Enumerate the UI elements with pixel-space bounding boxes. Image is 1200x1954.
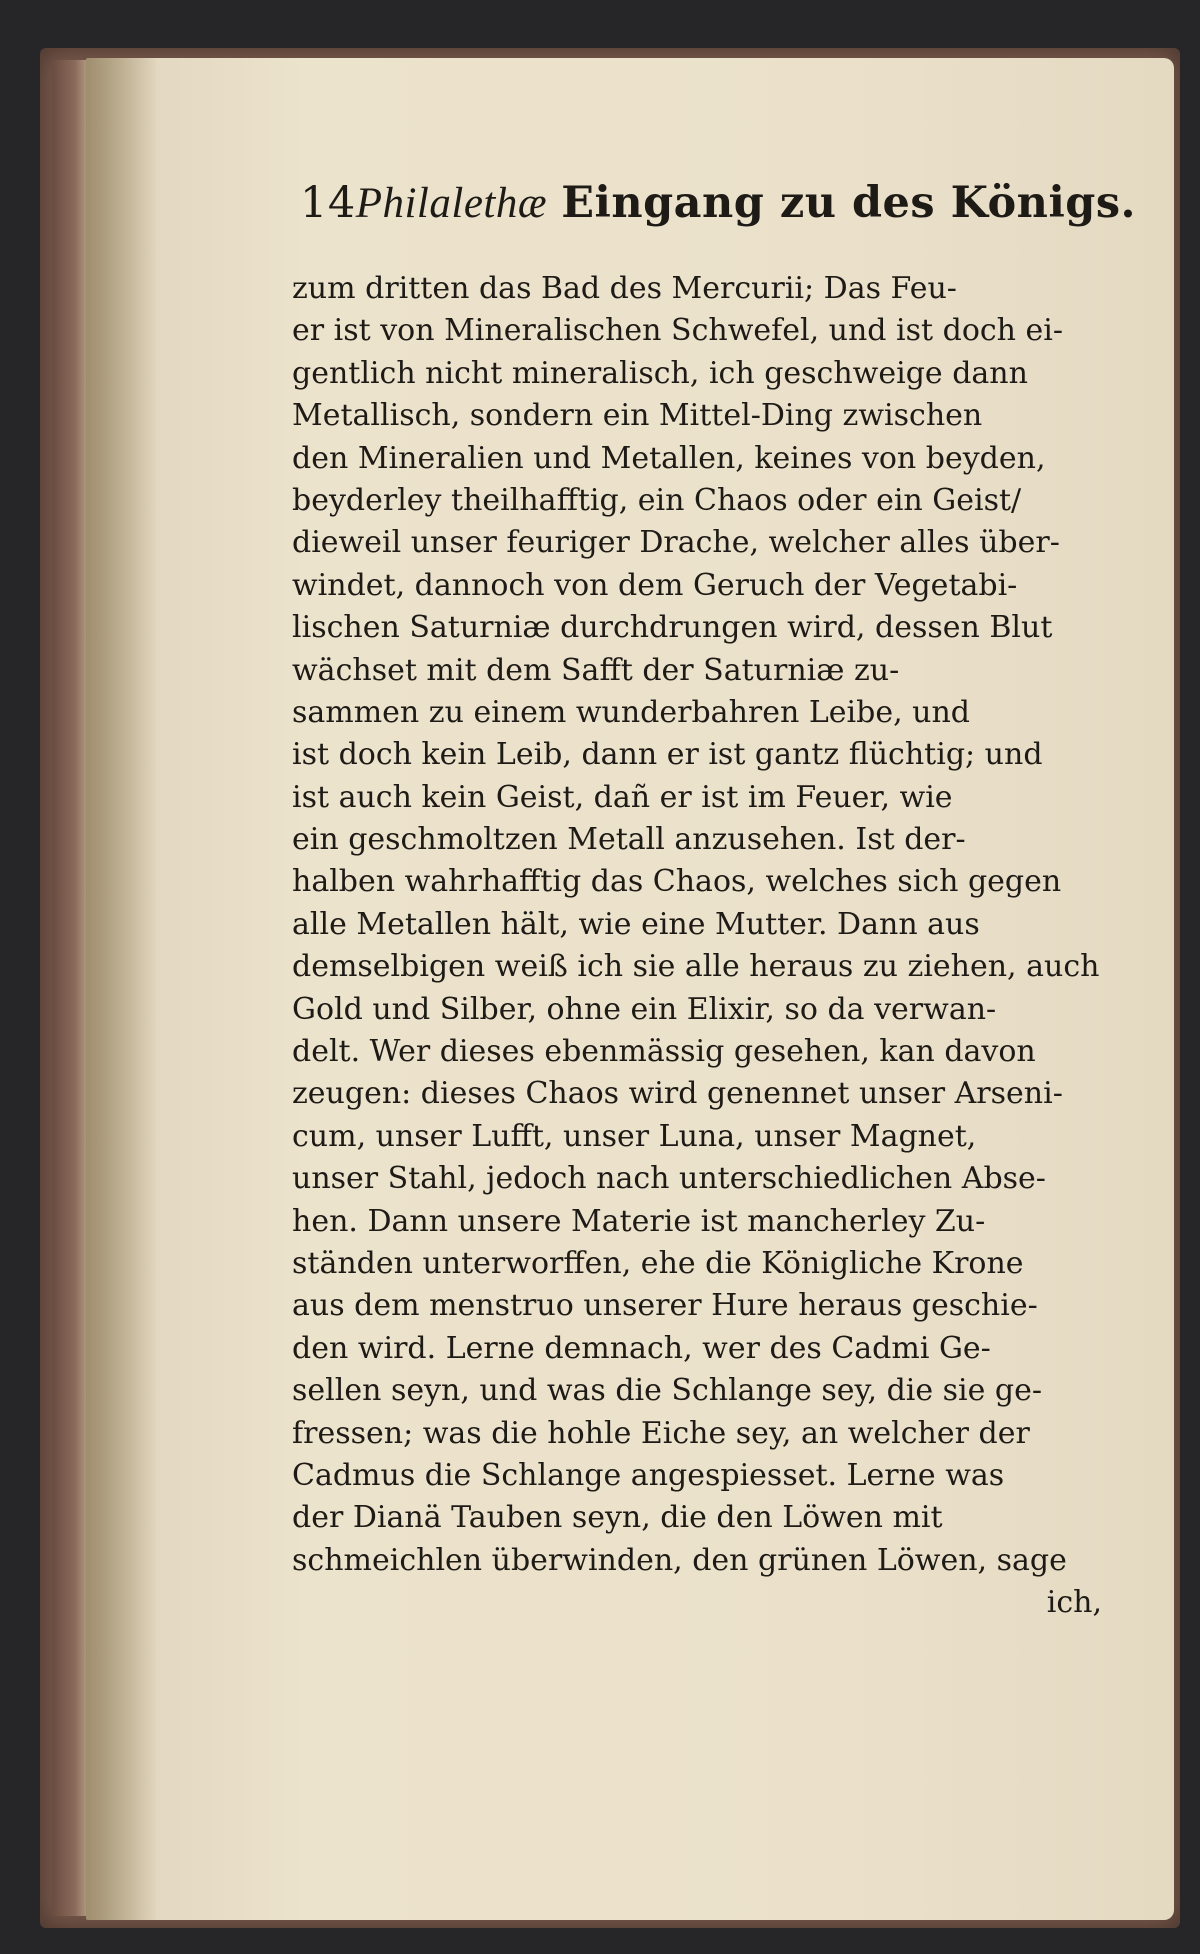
text-line: ist auch kein Geist, dañ er ist im Feuer, wie — [292, 779, 953, 815]
text-line: Cadmus die Schlange angespiesset. Lerne was — [292, 1457, 1005, 1493]
text-line: zum dritten das Bad des Mercurii; Das Feu- — [292, 271, 957, 306]
page-number: 14 — [300, 178, 356, 228]
text-line: cum, unser Lufft, unser Luna, unser Magnet, — [292, 1118, 977, 1154]
text-line: ständen unterworffen, ehe die Königliche Krone — [292, 1245, 1024, 1281]
text-line: ein geschmoltzen Metall anzusehen. Ist der- — [292, 822, 966, 858]
text-line: Gold und Silber, ohne ein Elixir, so da verwan- — [292, 991, 997, 1027]
text-line: demselbigen weiß ich sie alle heraus zu ziehen, auch — [292, 949, 1100, 985]
text-line: sammen zu einem wunderbahren Leibe, und — [292, 694, 970, 730]
text-line: den Mineralien und Metallen, keines von beyden, — [292, 440, 1046, 476]
text-line: der Dianä Tauben seyn, die den Löwen mit — [292, 1500, 943, 1536]
text-line: fressen; was die hohle Eiche sey, an welcher der — [292, 1415, 1030, 1451]
text-line: beyderley theilhafftig, ein Chaos oder ein Geist/ — [292, 482, 1022, 518]
running-head-name: Philalethæ — [355, 180, 548, 227]
text-line: Metallisch, sondern ein Mittel-Ding zwischen — [292, 398, 983, 434]
running-head — [300, 178, 1137, 234]
text-line: gentlich nicht mineralisch, ich geschweige dann — [292, 355, 1028, 391]
text-line: sellen seyn, und was die Schlange sey, die sie ge- — [292, 1373, 1043, 1409]
text-line: delt. Wer dieses ebenmässig gesehen, kan davon — [292, 1034, 1036, 1070]
running-head-title: Eingang zu des Königs. — [561, 178, 1137, 228]
text-line: schmeichlen überwinden, den grünen Löwen, sage — [292, 1542, 1067, 1578]
page-gutter-shadow — [86, 58, 156, 1920]
text-line: halben wahrhafftig das Chaos, welches sich gegen — [292, 864, 1062, 900]
text-line: hen. Dann unsere Materie ist mancherley Zu- — [292, 1203, 986, 1239]
text-line: dieweil unser feuriger Drache, welcher alles über- — [292, 525, 1060, 561]
text-line: unser Stahl, jedoch nach unterschiedlichen Abse- — [292, 1161, 1046, 1197]
text-line: zeugen: dieses Chaos wird genennet unser Arseni- — [292, 1076, 1063, 1112]
cover-edge — [52, 60, 90, 1916]
catchword: ich, — [1046, 1585, 1102, 1621]
text-line: alle Metallen hält, wie eine Mutter. Dann aus — [292, 906, 980, 942]
text-line: wächset mit dem Safft der Saturniæ zu- — [292, 652, 900, 688]
text-line: windet, dannoch von dem Geruch der Vegetabi- — [292, 567, 1018, 603]
text-line: den wird. Lerne demnach, wer des Cadmi Ge- — [292, 1330, 991, 1366]
text-line: er ist von Mineralischen Schwefel, und ist doch ei- — [292, 313, 1064, 349]
text-line: aus dem menstruo unserer Hure heraus geschie- — [292, 1288, 1038, 1324]
body-text — [292, 268, 1112, 1625]
text-line: ist doch kein Leib, dann er ist gantz flüchtig; und — [292, 737, 1043, 773]
text-line: lischen Saturniæ durchdrungen wird, dessen Blut — [292, 610, 1053, 646]
